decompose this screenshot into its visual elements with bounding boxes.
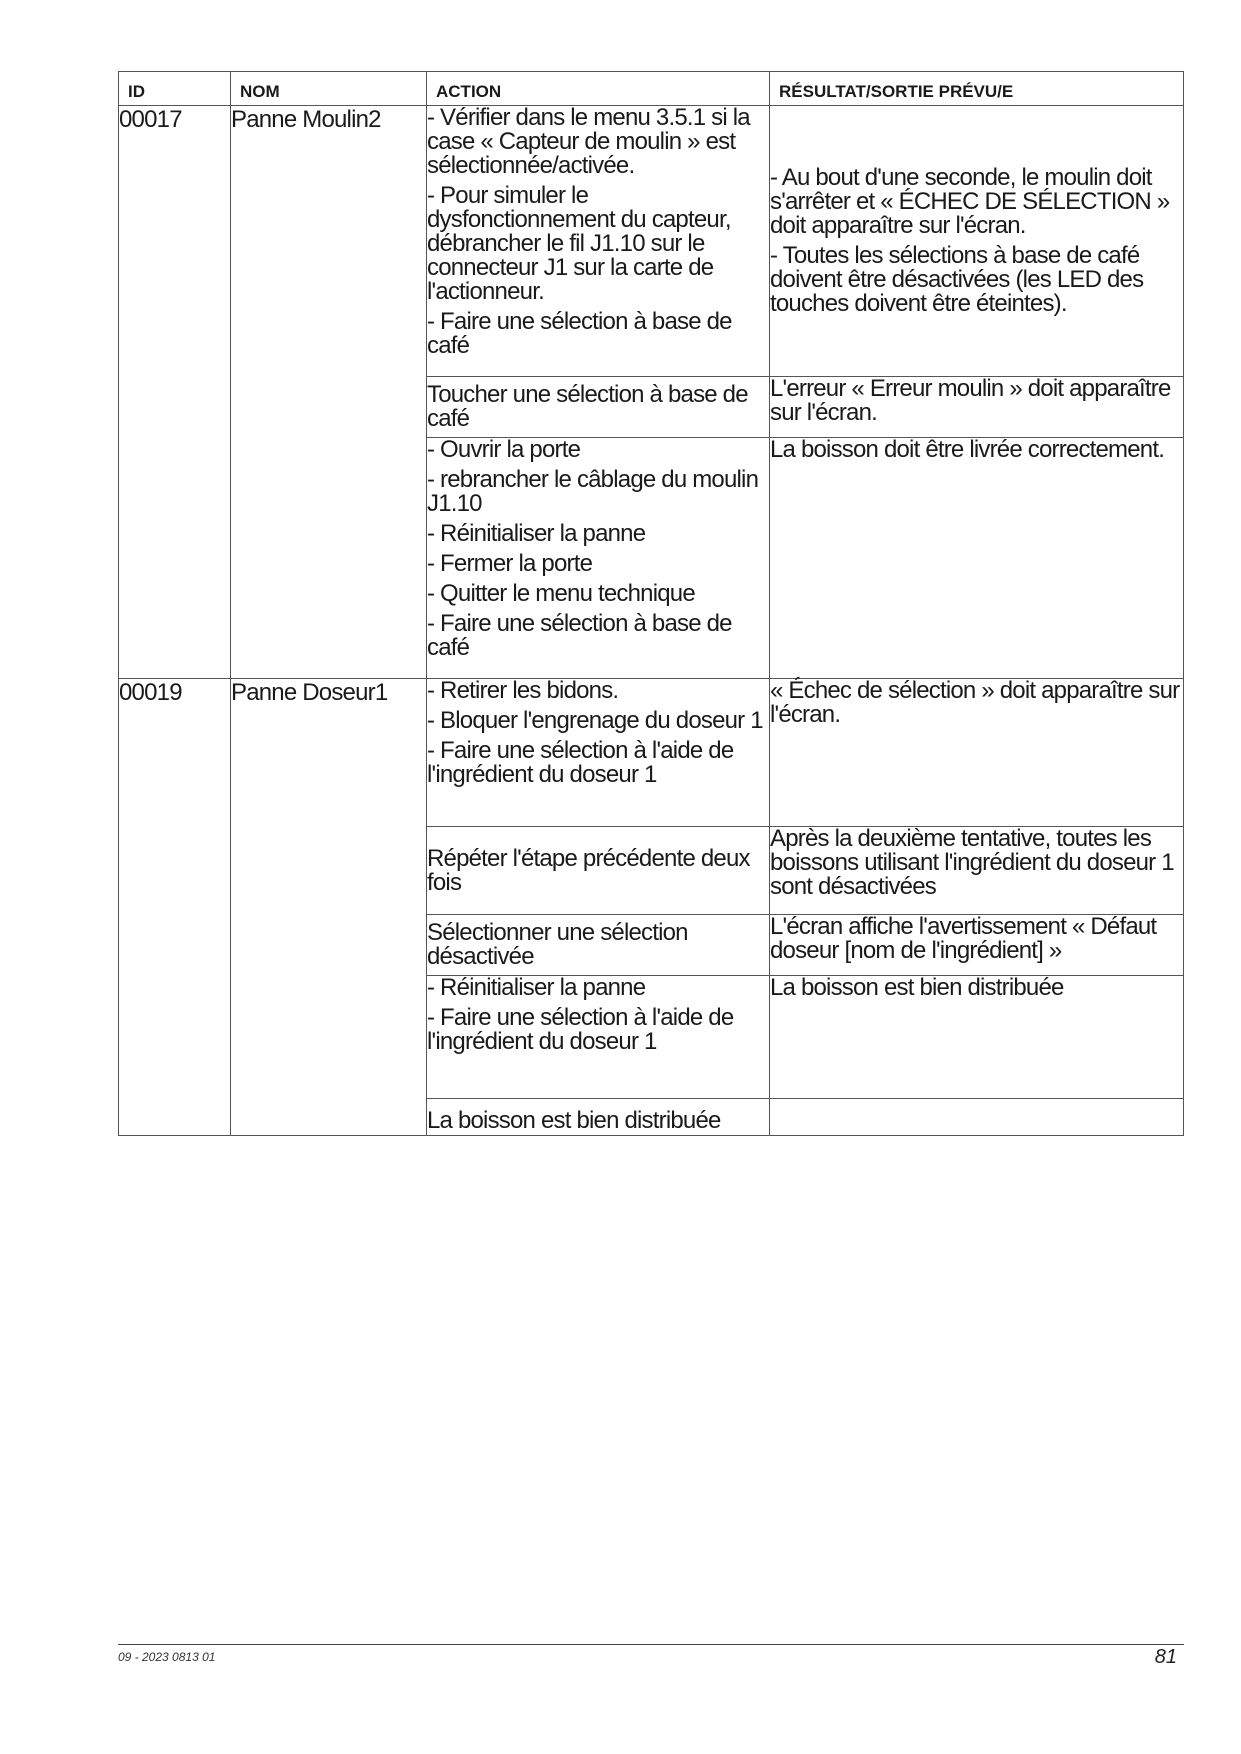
action-line: - Réinitialiser la panne: [427, 974, 646, 1001]
action-cell: [427, 438, 770, 679]
test-table: [118, 71, 1184, 1136]
table-row: [119, 106, 1184, 377]
result-line: L'erreur « Erreur moulin » doit apparaître sur l'écran.: [770, 375, 1171, 426]
action-line: - Retirer les bidons.: [427, 677, 619, 704]
test-name: Panne Doseur1: [231, 679, 427, 1136]
result-cell: [770, 679, 1184, 827]
action-line: - Faire une sélection à base de café: [427, 610, 732, 661]
header-row: [119, 72, 1184, 106]
result-line: L'écran affiche l'avertissement « Défaut doseur [nom de l'ingrédient] »: [770, 913, 1157, 964]
result-line: - Au bout d'une seconde, le moulin doit s'arrêter et « ÉCHEC DE SÉLECTION » doit apparaître sur l'écran.: [770, 164, 1170, 239]
result-line: La boisson est bien distribuée: [770, 974, 1064, 1001]
action-cell: [427, 1099, 770, 1136]
action-line: La boisson est bien distribuée: [427, 1107, 721, 1134]
result-cell: [770, 438, 1184, 679]
action-line: - rebrancher le câblage du moulin J1.10: [427, 466, 759, 517]
page-number: 81: [1154, 1646, 1177, 1668]
action-line: Répéter l'étape précédente deux fois: [427, 844, 750, 896]
action-line: - Faire une sélection à base de café: [427, 308, 732, 359]
result-cell: [770, 976, 1184, 1099]
header-result: RÉSULTAT/SORTIE PRÉVU/E: [770, 72, 1184, 106]
table-row: [119, 679, 1184, 827]
action-line: - Vérifier dans le menu 3.5.1 si la case « Capteur de moulin » est sélectionnée/activée.: [427, 104, 750, 179]
action-line: - Pour simuler le dysfonctionnement du capteur, débrancher le fil J1.10 sur le connecteur J1 sur la carte de l'actionneur.: [427, 182, 731, 305]
action-line: - Faire une sélection à l'aide de l'ingrédient du doseur 1: [427, 1004, 734, 1055]
action-line: - Réinitialiser la panne: [427, 520, 646, 547]
result-cell: [770, 377, 1184, 438]
result-cell: [770, 827, 1184, 915]
result-line: Après la deuxième tentative, toutes les boissons utilisant l'ingrédient du doseur 1 sont désactivées: [770, 825, 1174, 900]
result-line: - Toutes les sélections à base de café doivent être désactivées (les LED des touches doivent être éteintes).: [770, 242, 1144, 317]
action-cell: [427, 106, 770, 377]
action-line: - Bloquer l'engrenage du doseur 1: [427, 707, 763, 734]
result-line: La boisson doit être livrée correctement.: [770, 436, 1165, 463]
action-cell: [427, 915, 770, 976]
action-line: - Fermer la porte: [427, 550, 593, 577]
result-line: « Échec de sélection » doit apparaître sur l'écran.: [770, 677, 1180, 728]
action-line: - Quitter le menu technique: [427, 580, 695, 607]
result-cell: [770, 915, 1184, 976]
header-action: ACTION: [427, 72, 770, 106]
footer-doc-code: 09 - 2023 0813 01: [118, 1650, 216, 1664]
action-line: Toucher une sélection à base de café: [427, 381, 748, 432]
action-line: - Faire une sélection à l'aide de l'ingrédient du doseur 1: [427, 737, 734, 788]
footer-divider: [118, 1644, 1184, 1645]
action-cell: [427, 976, 770, 1099]
header-id: ID: [119, 72, 231, 106]
action-line: Sélectionner une sélection désactivée: [427, 919, 688, 970]
test-id: 00017: [119, 106, 231, 679]
header-nom: NOM: [231, 72, 427, 106]
action-cell: [427, 827, 770, 915]
result-cell: [770, 106, 1184, 377]
result-cell-empty: [770, 1099, 1184, 1136]
action-line: - Ouvrir la porte: [427, 436, 581, 463]
test-id: 00019: [119, 679, 231, 1136]
test-name: Panne Moulin2: [231, 106, 427, 679]
action-cell: [427, 377, 770, 438]
action-cell: [427, 679, 770, 827]
